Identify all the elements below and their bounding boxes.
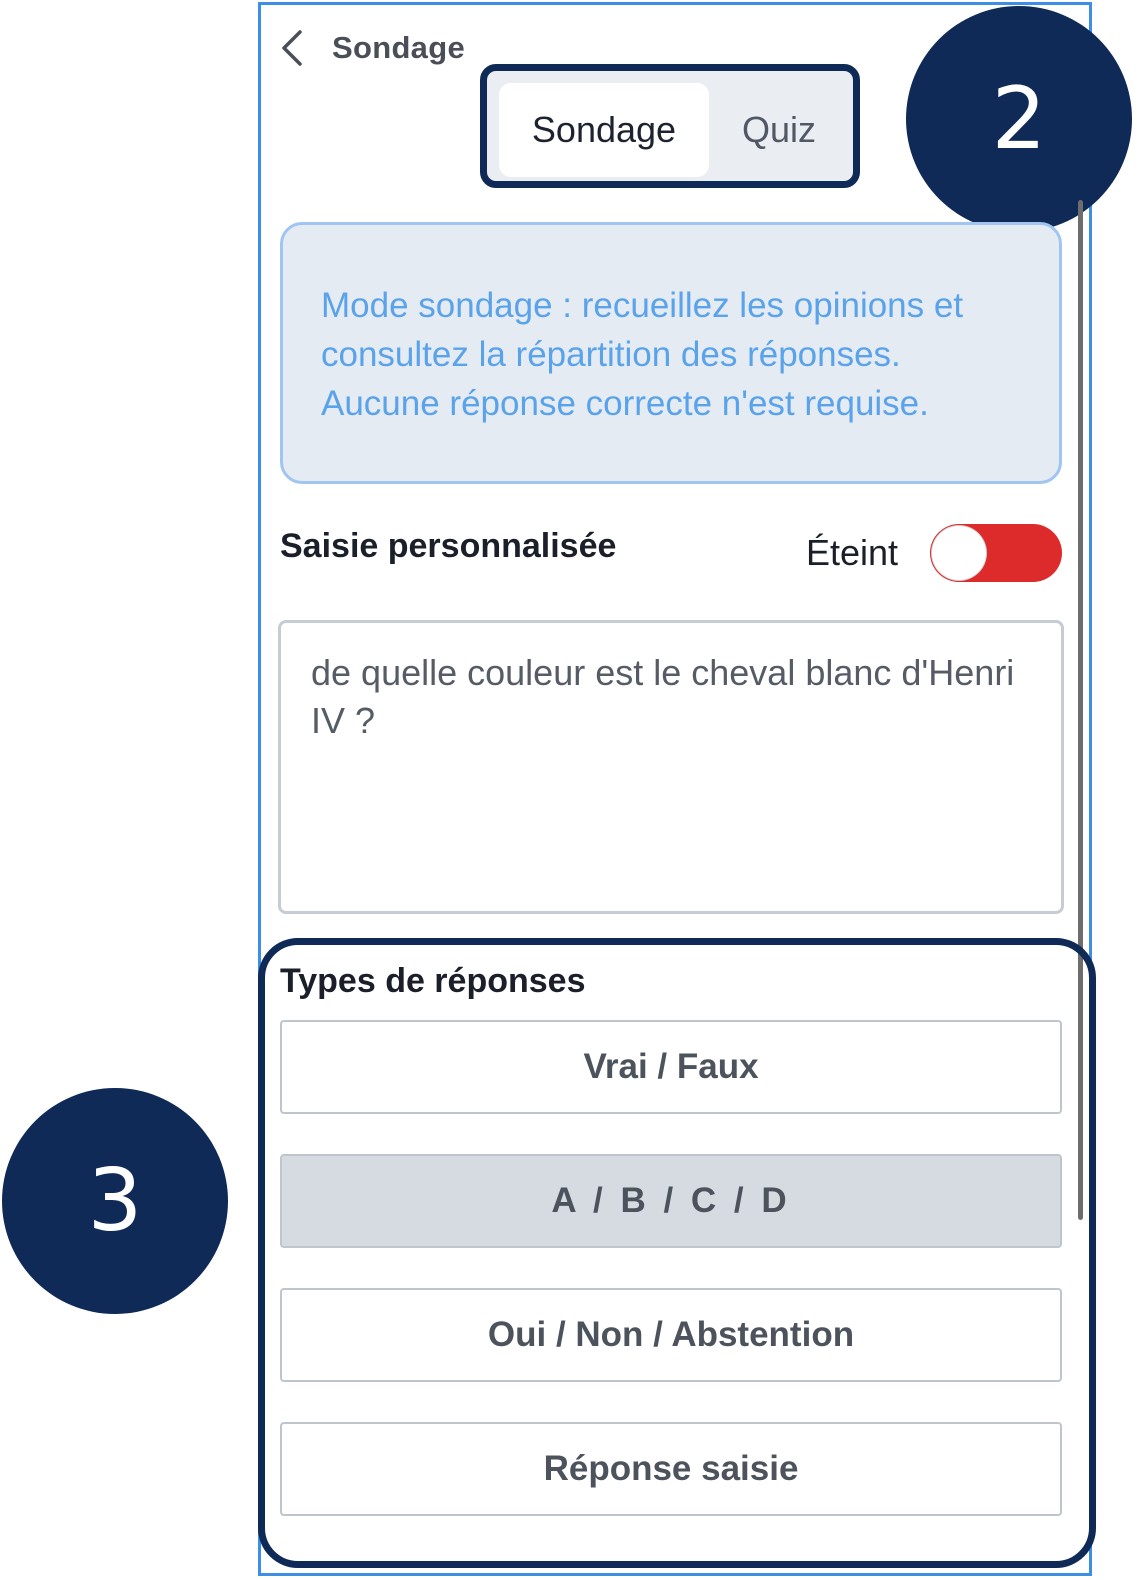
- info-line: Aucune réponse correcte n'est requise.: [321, 384, 929, 423]
- answer-type-yes-no-abstain-button[interactable]: Oui / Non / Abstention: [280, 1288, 1062, 1382]
- callout-badge-2: 2: [906, 6, 1132, 232]
- back-chevron-icon[interactable]: [278, 28, 306, 68]
- info-line: consultez la répartition des réponses.: [321, 335, 901, 374]
- custom-input-toggle[interactable]: [930, 524, 1062, 582]
- info-line: Mode sondage : recueillez les opinions et: [321, 286, 964, 325]
- mode-switch: [480, 64, 860, 188]
- answer-types-title: Types de réponses: [280, 962, 586, 1000]
- page-title: Sondage: [332, 30, 466, 65]
- toggle-state-label: Éteint: [806, 532, 899, 573]
- answer-type-abcd-button[interactable]: A / B / C / D: [280, 1154, 1062, 1248]
- question-field[interactable]: [278, 620, 1064, 914]
- info-banner: [280, 222, 1062, 484]
- toggle-knob: [932, 526, 986, 580]
- tab-quiz[interactable]: Quiz: [741, 109, 817, 150]
- answer-type-true-false-button[interactable]: Vrai / Faux: [280, 1020, 1062, 1114]
- callout-badge-3: 3: [2, 1088, 228, 1314]
- answer-type-text-response-button[interactable]: Réponse saisie: [280, 1422, 1062, 1516]
- custom-input-label: Saisie personnalisée: [280, 527, 617, 565]
- tab-sondage[interactable]: Sondage: [499, 83, 709, 177]
